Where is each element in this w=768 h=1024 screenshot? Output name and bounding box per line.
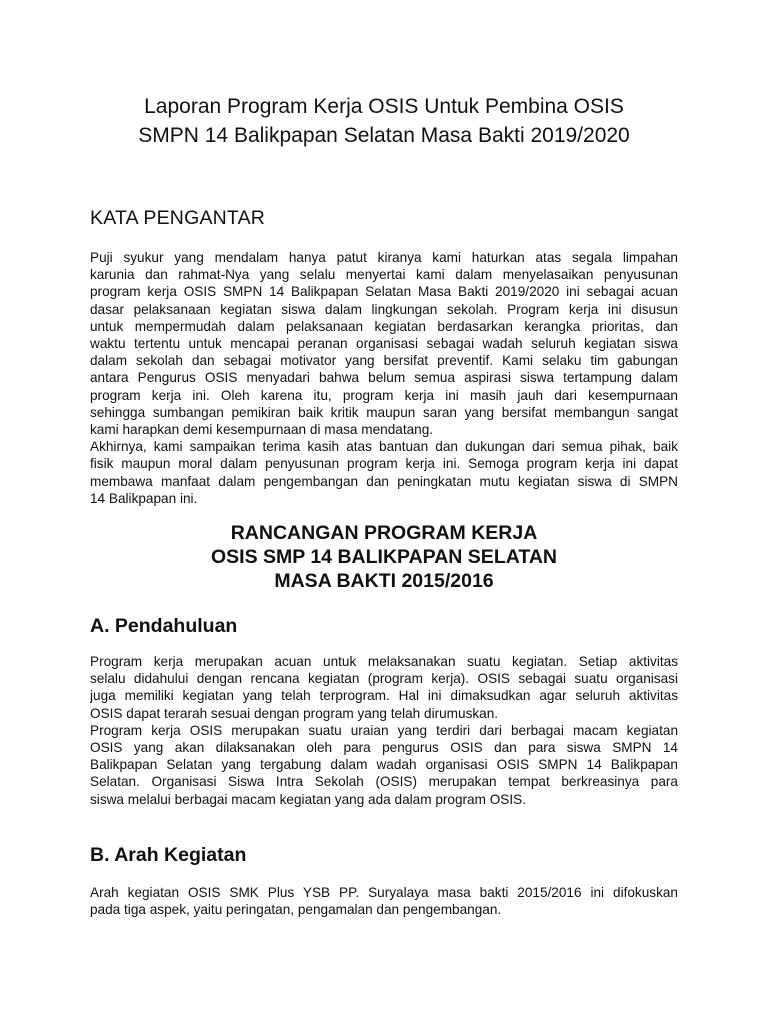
- rancangan-line: RANCANGAN PROGRAM KERJA: [230, 522, 538, 544]
- text-line: fisik maupun moral dalam penyusunan program kerja ini. Semoga program kerja ini dapat: [90, 456, 678, 472]
- text-line: Balikpapan Selatan yang tergabung dalam wadah organisasi OSIS SMPN 14 Balikpapan: [90, 757, 678, 773]
- title-line: SMPN 14 Balikpapan Selatan Masa Bakti 2019/2020: [138, 124, 630, 147]
- section-a-heading: A. Pendahuluan: [90, 615, 238, 637]
- text-line: OSIS dapat terarah sesuai dengan program yang telah dirumuskan.: [90, 705, 499, 721]
- text-line: selalu didahului dengan rencana kegiatan (program kerja). OSIS sebagai suatu organisasi: [90, 671, 678, 687]
- kata-pengantar-paragraph: [90, 249, 678, 507]
- text-line: antara Pengurus OSIS menyadari bahwa belum semua aspirasi siswa tertampung dalam: [90, 370, 678, 386]
- text-line: Arah kegiatan OSIS SMK Plus YSB PP. Suryalaya masa bakti 2015/2016 ini difokuskan: [90, 885, 678, 900]
- text-line: OSIS yang akan dilaksanakan oleh para pengurus OSIS dan para siswa SMPN 14: [90, 740, 678, 756]
- text-line: program kerja OSIS SMPN 14 Balikpapan Selatan Masa Bakti 2019/2020 ini sebagai acuan: [90, 284, 678, 300]
- text-line: juga memiliki kegiatan yang telah terprogram. Hal ini dimaksudkan agar seluruh aktivitas: [90, 688, 678, 704]
- text-line: Program kerja OSIS merupakan suatu uraian yang terdiri dari berbagai macam kegiatan: [90, 722, 678, 738]
- text-line: siswa melalui berbagai macam kegiatan yang ada dalam program OSIS.: [90, 791, 526, 807]
- text-line: membawa manfaat dalam pengembangan dan peningkatan mutu kegiatan siswa di SMPN: [90, 473, 678, 489]
- text-line: Program kerja merupakan acuan untuk melaksanakan suatu kegiatan. Setiap aktivitas: [90, 654, 678, 669]
- section-a-paragraph: [90, 653, 678, 808]
- text-line: dalam sekolah dan sebagai motivator yang bersifat preventif. Kami selaku tim gabungan: [90, 353, 678, 369]
- text-line: dasar pelaksanaan kegiatan siswa dalam lingkungan sekolah. Program kerja ini disusun: [90, 301, 678, 317]
- text-line: sehingga sumbangan pemikiran baik kritik maupun saran yang bersifat membangun sangat: [90, 404, 678, 420]
- kata-pengantar-heading: KATA PENGANTAR: [90, 207, 266, 229]
- text-line: program kerja ini. Oleh karena itu, program kerja ini masih jauh dari kesempurnaan: [90, 387, 678, 403]
- rancangan-line: MASA BAKTI 2015/2016: [274, 570, 494, 592]
- rancangan-line: OSIS SMP 14 BALIKPAPAN SELATAN: [211, 546, 557, 568]
- section-b-heading: B. Arah Kegiatan: [90, 844, 247, 866]
- section-b-paragraph: [90, 884, 678, 918]
- text-line: Puji syukur yang mendalam hanya patut kiranya kami haturkan atas segala limpahan: [90, 250, 678, 265]
- title-line: Laporan Program Kerja OSIS Untuk Pembina OSIS: [144, 95, 624, 118]
- rancangan-heading: [90, 521, 678, 593]
- text-line: kami harapkan demi kesempurnaan di masa mendatang.: [90, 422, 434, 438]
- text-line: pada tiga aspek, yaitu peringatan, pengamalan dan pengembangan.: [90, 902, 502, 918]
- text-line: 14 Balikpapan ini.: [90, 490, 198, 506]
- document-title: [90, 92, 678, 150]
- text-line: waktu tertentu untuk mencapai peranan organisasi sebagai wadah seluruh kegiatan siswa: [90, 336, 678, 352]
- text-line: Selatan. Organisasi Siswa Intra Sekolah (OSIS) merupakan tempat berkreasinya para: [90, 774, 678, 790]
- text-line: karunia dan rahmat-Nya yang selalu menyertai kami dalam menyelasaikan penyusunan: [90, 267, 678, 283]
- text-line: untuk mempermudah dalam pelaksanaan kegiatan berdasarkan kerangka prioritas, dan: [90, 318, 678, 334]
- text-line: Akhirnya, kami sampaikan terima kasih atas bantuan dan dukungan dari semua pihak, baik: [90, 439, 678, 455]
